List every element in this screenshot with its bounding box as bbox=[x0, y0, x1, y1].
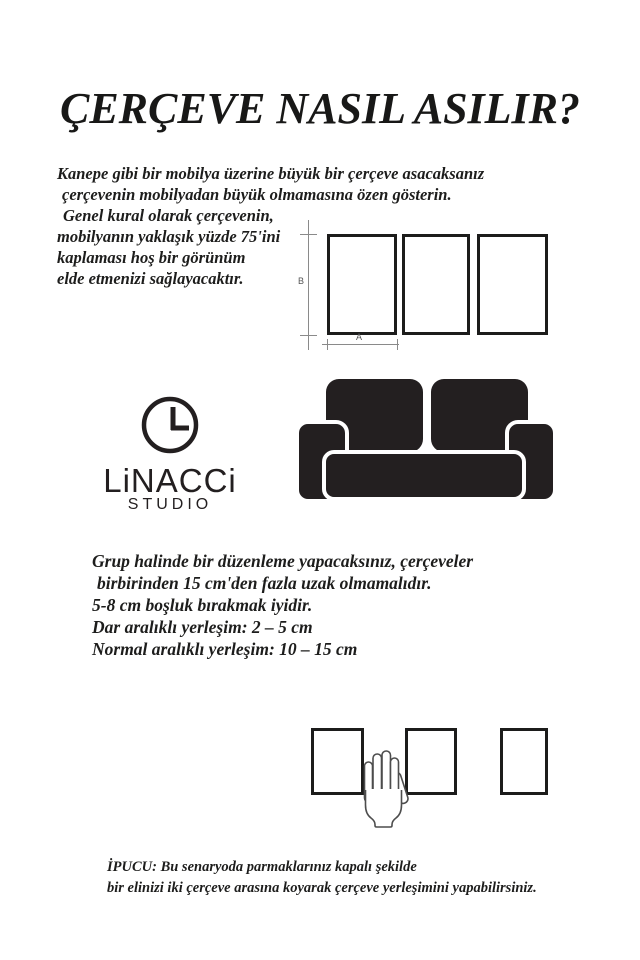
spacing-text-line: 5-8 cm boşluk bırakmak iyidir. bbox=[92, 595, 313, 615]
frame-rect bbox=[402, 234, 470, 335]
intro-text-line: mobilyanın yaklaşık yüzde 75'ini bbox=[57, 227, 281, 246]
frame-rect bbox=[500, 728, 548, 795]
logo-name: LiNACCi bbox=[103, 462, 237, 499]
dimension-line-b bbox=[308, 220, 309, 350]
spacing-text-line: Grup halinde bir düzenleme yapacaksınız, çerçeveler bbox=[92, 551, 474, 571]
sofa-icon bbox=[296, 377, 556, 503]
dimension-line-a bbox=[322, 344, 399, 345]
dimension-label-a: A bbox=[356, 332, 363, 342]
logo bbox=[95, 396, 245, 513]
dimension-tick bbox=[300, 335, 317, 336]
frame-size-diagram bbox=[298, 216, 556, 356]
intro-text-line: Kanepe gibi bir mobilya üzerine büyük bir çerçeve asacaksanız bbox=[57, 164, 485, 183]
hand-spacing-diagram bbox=[305, 720, 557, 832]
dimension-tick bbox=[300, 234, 317, 235]
spacing-text-line: Normal aralıklı yerleşim: 10 – 15 cm bbox=[92, 639, 358, 659]
frame-rect bbox=[405, 728, 457, 795]
frame-rect bbox=[327, 234, 397, 335]
tip-text-line: bir elinizi iki çerçeve arasına koyarak çerçeve yerleşimini yapabilirsiniz. bbox=[107, 880, 537, 896]
intro-text-line: çerçevenin mobilyadan büyük olmamasına özen gösterin. bbox=[62, 185, 452, 204]
dimension-tick bbox=[397, 339, 398, 350]
spacing-text-line: birbirinden 15 cm'den fazla uzak olmamalıdır. bbox=[97, 573, 432, 593]
spacing-text-line: Dar aralıklı yerleşim: 2 – 5 cm bbox=[92, 617, 313, 637]
intro-text-line: Genel kural olarak çerçevenin, bbox=[63, 206, 274, 225]
page-title: ÇERÇEVE NASIL ASILIR? bbox=[59, 84, 581, 133]
dimension-tick bbox=[327, 339, 328, 350]
tip-text-line: İPUCU: Bu senaryoda parmaklarınız kapalı şekilde bbox=[107, 859, 417, 875]
intro-text-line: kaplaması hoş bir görünüm bbox=[57, 248, 246, 267]
clock-icon bbox=[139, 396, 201, 456]
dimension-label-b: B bbox=[298, 276, 305, 286]
logo-subtitle: STUDIO bbox=[127, 496, 213, 513]
intro-text-line: elde etmenizi sağlayacaktır. bbox=[57, 269, 244, 288]
hand-icon bbox=[361, 746, 409, 828]
frame-rect bbox=[311, 728, 364, 795]
frame-rect bbox=[477, 234, 548, 335]
